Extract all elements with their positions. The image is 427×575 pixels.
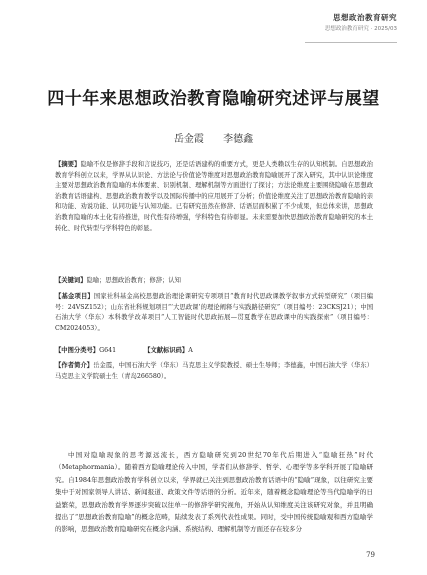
clc-number	[55, 346, 116, 357]
author-list	[0, 130, 427, 145]
funding-label: 【基金项目】	[55, 293, 94, 300]
clc-label: 【中图分类号】	[55, 347, 100, 354]
keywords-label: 【关键词】	[55, 277, 87, 284]
author-name: 岳金霞	[173, 134, 204, 145]
header-rule	[305, 42, 397, 43]
doc-code-label: 【文献标识码】	[144, 347, 189, 354]
funding-text: 国家社科基金高校思想政治理论课研究专项项目“教育时代思政课教学叙事方式转型研究”（项目编号：24VSZ152）；山东省社科规划项目“‘大思政课’的理论阐释与实践路径研究”（项目编号：23CKSJ21）；中国石油大学（华东）本科教学改革项目“人工智能时代思政拓展—贯夏教学在思政课中的实践探索”（项目编号：CM2024053）。	[55, 293, 373, 332]
page-number: 79	[366, 551, 375, 559]
journal-header	[325, 12, 397, 32]
journal-issue: 思想政治教育研究 · 2025/03	[324, 26, 397, 32]
author-name: 李德鑫	[223, 134, 254, 145]
doc-code	[144, 346, 193, 357]
keywords-text: 隐喻；思想政治教育；修辞；认知	[86, 277, 181, 284]
journal-name: 思想政治教育研究	[333, 13, 397, 22]
abstract-text: 隐喻不仅是修辞手段和言说技巧，还是话语建构的重要方式，更是人类赖以生存的认知机制。自思想政治教育学科创立以来，学界从认识论、方法论与价值论等维度对思想政治教育隐喻展开了深入研究，其中认识论维度主要对思想政治教育隐喻的本体要素、识别机制、理解机制等方面进行了探讨；方法论维度主要围绕隐喻在思想政治教育话语建构、思想政治教育教学以及国际传播中的应用展开了分析；价值论维度关注了思想政治教育隐喻的亲和功能、劝说功能、认同功能与认知功能。已有研究虽然在修辞、话语层面积累了不少成果，但总体来讲，思想政治教育隐喻的本土化有待推进，时代性有待增强，学科特色有待彰显。未来需要加快思想政治教育隐喻研究的本土转化、时代转型与学科特色的彰显。	[55, 161, 374, 232]
article-title: 四十年来思想政治教育隐喻研究述评与展望	[47, 89, 380, 109]
abstract	[55, 160, 373, 234]
doc-code-value: A	[188, 347, 193, 354]
funding	[55, 292, 373, 334]
keywords	[55, 276, 373, 287]
classification-row	[55, 346, 373, 357]
author-info-label: 【作者简介】	[55, 362, 94, 369]
author-info-text: 岳金霞，中国石油大学（华东）马克思主义学院教授、硕士生导师；李德鑫，中国石油大学（华东）马克思主义学院硕士生（青岛266580）。	[55, 362, 374, 380]
body-paragraph: 中国对隐喻现象的思考源远流长，西方隐喻研究到20世纪70年代后期进入“隐喻狂热”时代（Metaphormania）。随着西方隐喻理论传入中国，学者们从修辞学、哲学、心理学等多学科开展了隐喻研究。自1984年思想政治教育学科创立以来，学界就已关注到思想政治教育话语中的“隐喻”现象，以往研究主要集中于对国家领导人讲话、新闻报道、政策文件等话语的分析。近年来，随着概念隐喻理论等当代隐喻学的日益繁荣，思想政治教育学界逐步突破以往单一的修辞学研究视角，开始从认知维度关注该研究对象，并且明确提出了“思想政治教育隐喻”的概念范畴，陆续发表了系列代表性成果。同时，受中国传统隐喻观和西方隐喻学的影响，思想政治教育隐喻研究在概念内涵、系统结构、理解机制等方面还存在较多分	[55, 451, 373, 534]
author-info	[55, 361, 373, 382]
clc-value: G641	[99, 347, 117, 354]
abstract-label: 【摘要】	[55, 161, 81, 168]
